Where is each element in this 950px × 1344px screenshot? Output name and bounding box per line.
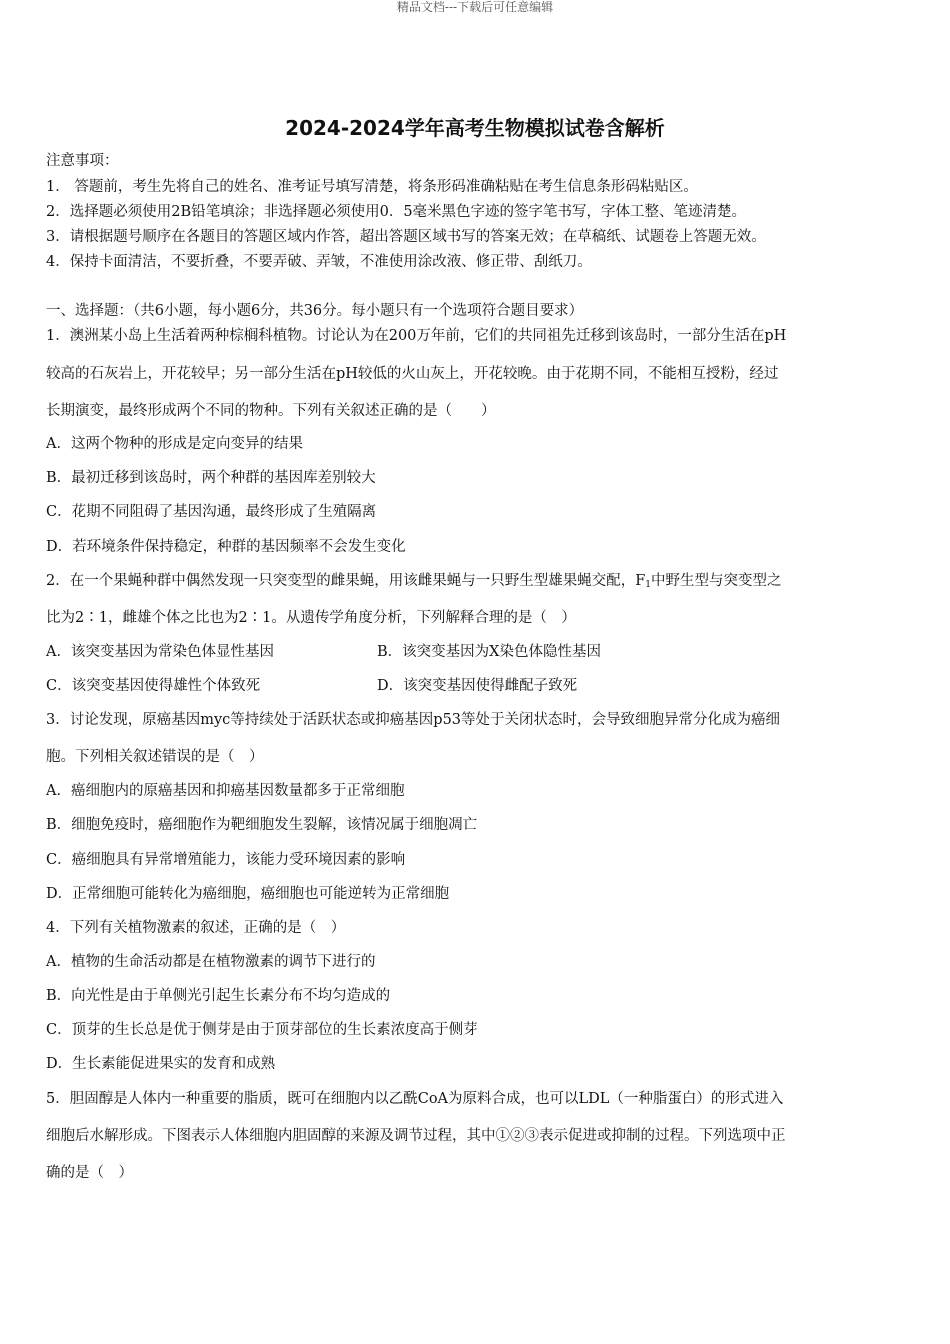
question-2-option-a: A．该突变基因为常染色体显性基因 bbox=[46, 644, 274, 660]
question-2-option-b: B．该突变基因为X染色体隐性基因 bbox=[377, 644, 601, 660]
question-1-option-a: A．这两个物种的形成是定向变异的结果 bbox=[46, 436, 303, 452]
question-4-option-c: C．顶芽的生长总是优于侧芽是由于顶芽部位的生长素浓度高于侧芽 bbox=[46, 1022, 478, 1038]
question-1-stem: 较高的石灰岩上，开花较早；另一部分生活在pH较低的火山灰上，开花较晚。由于花期不同，不能相互授粉，经过 bbox=[46, 366, 779, 382]
notice-item: 4．保持卡面清洁，不要折叠，不要弄破、弄皱，不准使用涂改液、修正带、刮纸刀。 bbox=[46, 254, 592, 270]
question-1-option-d: D．若环境条件保持稳定，种群的基因频率不会发生变化 bbox=[46, 539, 406, 555]
question-2-stem: 比为2∶1，雌雄个体之比也为2∶1。从遗传学角度分析，下列解释合理的是（ ） bbox=[46, 610, 576, 626]
question-3-stem: 3．讨论发现，原癌基因myc等持续处于活跃状态或抑癌基因p53等处于关闭状态时，会导致细胞异常分化成为癌细 bbox=[46, 712, 781, 728]
question-4-option-b: B．向光性是由于单侧光引起生长素分布不均匀造成的 bbox=[46, 988, 391, 1004]
notice-item: 3．请根据题号顺序在各题目的答题区域内作答，超出答题区域书写的答案无效；在草稿纸、试题卷上答题无效。 bbox=[46, 229, 766, 245]
question-5-stem: 细胞后水解形成。下图表示人体细胞内胆固醇的来源及调节过程，其中①②③表示促进或抑制的过程。下列选项中正 bbox=[46, 1128, 786, 1144]
question-2-option-c: C．该突变基因使得雄性个体致死 bbox=[46, 678, 261, 694]
notice-heading: 注意事项： bbox=[46, 153, 119, 169]
question-1-stem: 1．澳洲某小岛上生活着两种棕榈科植物。讨论认为在200万年前，它们的共同祖先迁移到该岛时，一部分生活在pH bbox=[46, 328, 787, 344]
question-3-option-b: B．细胞免疫时，癌细胞作为靶细胞发生裂解，该情况属于细胞凋亡 bbox=[46, 817, 478, 833]
question-5-stem: 5．胆固醇是人体内一种重要的脂质，既可在细胞内以乙酰CoA为原料合成，也可以LDL（一种脂蛋白）的形式进入 bbox=[46, 1091, 784, 1107]
question-4-option-a: A．植物的生命活动都是在植物激素的调节下进行的 bbox=[46, 954, 376, 970]
question-4-stem: 4．下列有关植物激素的叙述，正确的是（ ） bbox=[46, 920, 346, 936]
notice-item: 2．选择题必须使用2B铅笔填涂；非选择题必须使用0．5毫米黑色字迹的签字笔书写，字体工整、笔迹清楚。 bbox=[46, 204, 747, 220]
question-1-stem: 长期演变，最终形成两个不同的物种。下列有关叙述正确的是（ ） bbox=[46, 403, 496, 419]
question-3-option-d: D．正常细胞可能转化为癌细胞，癌细胞也可能逆转为正常细胞 bbox=[46, 886, 450, 902]
subscript: 1 bbox=[645, 580, 652, 590]
question-3-stem: 胞。下列相关叙述错误的是（ ） bbox=[46, 749, 264, 765]
notice-item: 1． 答题前，考生先将自己的姓名、准考证号填写清楚，将条形码准确粘贴在考生信息条形码粘贴区。 bbox=[46, 179, 698, 195]
question-1-option-c: C．花期不同阻碍了基因沟通，最终形成了生殖隔离 bbox=[46, 504, 377, 520]
question-4-option-d: D．生长素能促进果实的发育和成熟 bbox=[46, 1056, 276, 1072]
question-2-stem bbox=[46, 572, 782, 594]
question-3-option-c: C．癌细胞具有异常增殖能力，该能力受环境因素的影响 bbox=[46, 852, 406, 868]
question-2-option-d: D．该突变基因使得雌配子致死 bbox=[377, 678, 578, 694]
page-title: 2024-2024学年高考生物模拟试卷含解析 bbox=[285, 116, 665, 140]
question-3-option-a: A．癌细胞内的原癌基因和抑癌基因数量都多于正常细胞 bbox=[46, 783, 405, 799]
section-heading: 一、选择题：（共6小题，每小题6分，共36分。每小题只有一个选项符合题目要求） bbox=[46, 303, 584, 319]
question-1-option-b: B．最初迁移到该岛时，两个种群的基因库差别较大 bbox=[46, 470, 376, 486]
question-5-stem: 确的是（ ） bbox=[46, 1165, 133, 1181]
header-watermark: 精品文档---下载后可任意编辑 bbox=[396, 0, 554, 14]
question-2-stem-part: 中野生型与突变型之 bbox=[651, 573, 782, 589]
question-2-stem-part: 2．在一个果蝇种群中偶然发现一只突变型的雌果蝇，用该雌果蝇与一只野生型雄果蝇交配，F bbox=[46, 573, 646, 589]
